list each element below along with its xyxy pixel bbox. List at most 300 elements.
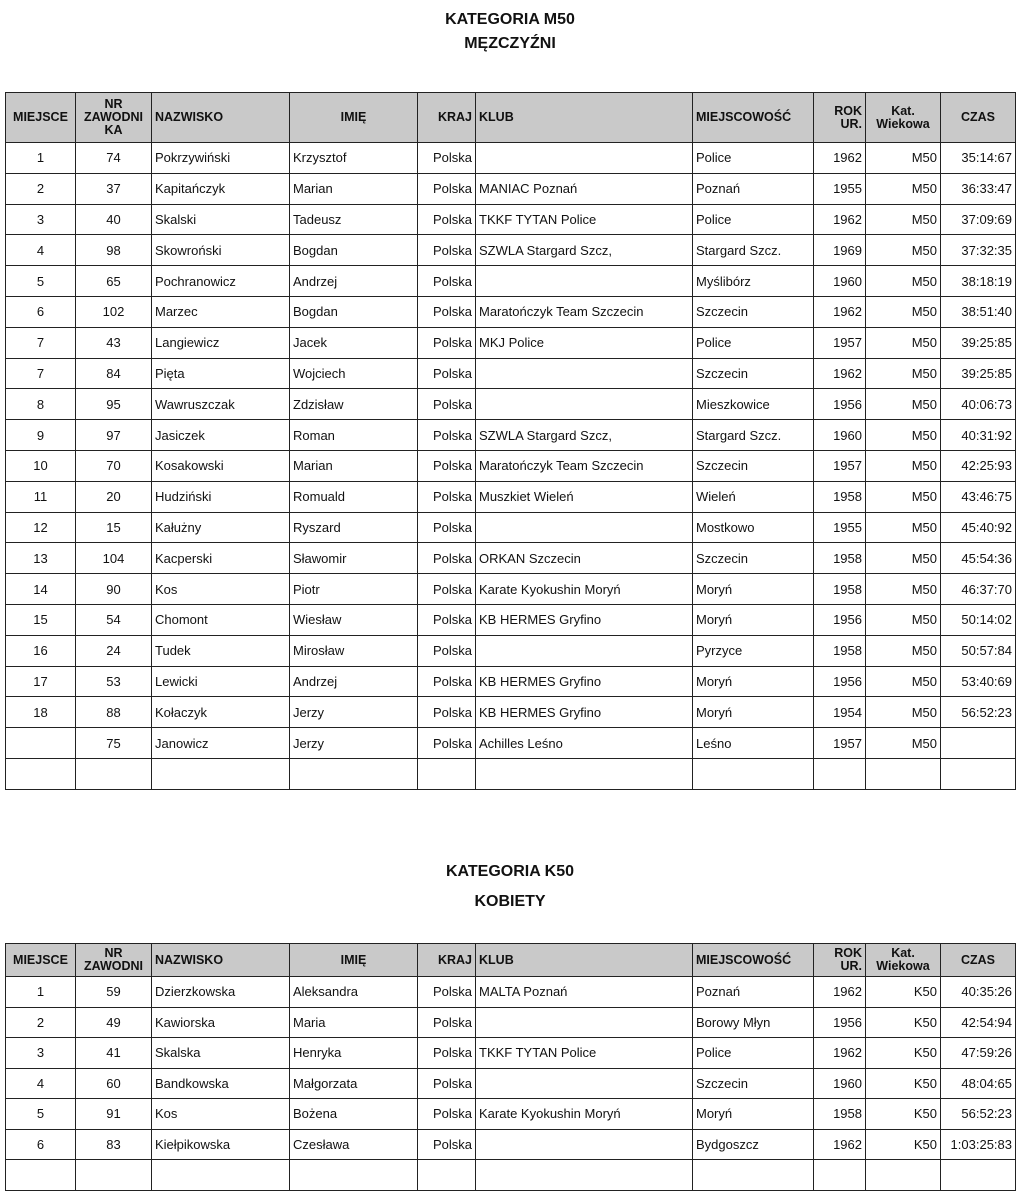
cell-town: Police xyxy=(693,143,814,174)
cell-birth-year: 1962 xyxy=(814,358,866,389)
cell-first-name xyxy=(290,758,418,789)
table-row xyxy=(6,1068,1016,1099)
cell-place: 6 xyxy=(6,296,76,327)
table-row xyxy=(6,574,1016,605)
cell-country xyxy=(418,758,476,789)
cell-surname: Kołaczyk xyxy=(152,697,290,728)
cell-place: 9 xyxy=(6,420,76,451)
table-row xyxy=(6,450,1016,481)
cell-surname: Langiewicz xyxy=(152,327,290,358)
cell-place: 10 xyxy=(6,450,76,481)
table-row xyxy=(6,235,1016,266)
cell-place: 7 xyxy=(6,327,76,358)
cell-age-category: M50 xyxy=(866,481,941,512)
cell-club: Maratończyk Team Szczecin xyxy=(476,296,693,327)
cell-place: 13 xyxy=(6,543,76,574)
cell-country: Polska xyxy=(418,1099,476,1130)
cell-surname: Kacperski xyxy=(152,543,290,574)
cell-surname: Kawiorska xyxy=(152,1007,290,1038)
cell-club: MANIAC Poznań xyxy=(476,173,693,204)
header-row xyxy=(6,944,1016,977)
header-age-category: Kat. Wiekowa xyxy=(866,944,941,977)
cell-club: TKKF TYTAN Police xyxy=(476,1038,693,1069)
cell-place: 11 xyxy=(6,481,76,512)
cell-town: Moryń xyxy=(693,697,814,728)
cell-surname: Skowroński xyxy=(152,235,290,266)
men-category-subtitle: MĘZCZYŹNI xyxy=(464,35,556,52)
cell-place: 7 xyxy=(6,358,76,389)
cell-time: 42:54:94 xyxy=(941,1007,1016,1038)
cell-place: 5 xyxy=(6,1099,76,1130)
cell-age-category: M50 xyxy=(866,358,941,389)
cell-birth-year: 1962 xyxy=(814,1038,866,1069)
header-country: KRAJ xyxy=(418,944,476,977)
cell-country xyxy=(418,1160,476,1191)
cell-bib-number: 40 xyxy=(76,204,152,235)
cell-time: 46:37:70 xyxy=(941,574,1016,605)
cell-time: 56:52:23 xyxy=(941,1099,1016,1130)
cell-club xyxy=(476,358,693,389)
cell-age-category: K50 xyxy=(866,1068,941,1099)
cell-bib-number: 84 xyxy=(76,358,152,389)
cell-birth-year: 1960 xyxy=(814,1068,866,1099)
cell-club: Maratończyk Team Szczecin xyxy=(476,450,693,481)
cell-country: Polska xyxy=(418,450,476,481)
cell-age-category: M50 xyxy=(866,728,941,759)
cell-surname: Lewicki xyxy=(152,666,290,697)
cell-first-name: Wojciech xyxy=(290,358,418,389)
cell-age-category: M50 xyxy=(866,635,941,666)
cell-time: 40:35:26 xyxy=(941,977,1016,1008)
cell-bib-number: 70 xyxy=(76,450,152,481)
cell-birth-year xyxy=(814,758,866,789)
cell-birth-year: 1956 xyxy=(814,666,866,697)
cell-club xyxy=(476,635,693,666)
cell-club xyxy=(476,266,693,297)
header-town: MIEJSCOWOŚĆ xyxy=(693,93,814,143)
cell-club: TKKF TYTAN Police xyxy=(476,204,693,235)
cell-time xyxy=(941,728,1016,759)
cell-surname: Tudek xyxy=(152,635,290,666)
header-club: KLUB xyxy=(476,944,693,977)
women-category-title: KATEGORIA K50 xyxy=(445,863,574,880)
cell-place: 4 xyxy=(6,1068,76,1099)
header-row xyxy=(6,93,1016,143)
cell-age-category: M50 xyxy=(866,697,941,728)
cell-bib-number: 97 xyxy=(76,420,152,451)
table-row xyxy=(6,512,1016,543)
cell-town: Myślibórz xyxy=(693,266,814,297)
cell-bib-number: 15 xyxy=(76,512,152,543)
cell-birth-year: 1962 xyxy=(814,977,866,1008)
cell-surname: Pochranowicz xyxy=(152,266,290,297)
cell-surname: Bandkowska xyxy=(152,1068,290,1099)
cell-birth-year: 1962 xyxy=(814,1129,866,1160)
cell-surname: Kos xyxy=(152,1099,290,1130)
cell-surname: Pokrzywiński xyxy=(152,143,290,174)
cell-time xyxy=(941,1160,1016,1191)
cell-first-name: Mirosław xyxy=(290,635,418,666)
cell-town: Police xyxy=(693,327,814,358)
cell-country: Polska xyxy=(418,327,476,358)
table-row xyxy=(6,728,1016,759)
header-bib-number: NR ZAWODNI KA xyxy=(76,93,152,143)
cell-bib-number: 91 xyxy=(76,1099,152,1130)
cell-age-category: M50 xyxy=(866,666,941,697)
header-birth-year: ROK UR. xyxy=(814,944,866,977)
cell-surname: Kos xyxy=(152,574,290,605)
header-time: CZAS xyxy=(941,93,1016,143)
cell-birth-year: 1956 xyxy=(814,389,866,420)
cell-place xyxy=(6,758,76,789)
cell-time: 47:59:26 xyxy=(941,1038,1016,1069)
cell-time xyxy=(941,758,1016,789)
cell-surname xyxy=(152,758,290,789)
cell-surname: Skalska xyxy=(152,1038,290,1069)
cell-country: Polska xyxy=(418,635,476,666)
cell-town: Police xyxy=(693,204,814,235)
cell-time: 37:09:69 xyxy=(941,204,1016,235)
cell-town: Police xyxy=(693,1038,814,1069)
table-row xyxy=(6,604,1016,635)
cell-time: 45:54:36 xyxy=(941,543,1016,574)
cell-age-category: K50 xyxy=(866,1038,941,1069)
cell-birth-year: 1958 xyxy=(814,1099,866,1130)
cell-surname: Skalski xyxy=(152,204,290,235)
cell-surname: Hudziński xyxy=(152,481,290,512)
cell-town: Szczecin xyxy=(693,358,814,389)
cell-time: 43:46:75 xyxy=(941,481,1016,512)
cell-age-category: K50 xyxy=(866,1099,941,1130)
cell-club xyxy=(476,1160,693,1191)
cell-first-name: Sławomir xyxy=(290,543,418,574)
cell-time: 39:25:85 xyxy=(941,327,1016,358)
cell-town: Pyrzyce xyxy=(693,635,814,666)
table-row xyxy=(6,358,1016,389)
cell-first-name: Roman xyxy=(290,420,418,451)
cell-club: SZWLA Stargard Szcz, xyxy=(476,235,693,266)
cell-club: Achilles Leśno xyxy=(476,728,693,759)
cell-first-name: Krzysztof xyxy=(290,143,418,174)
cell-town: Stargard Szcz. xyxy=(693,235,814,266)
cell-first-name: Zdzisław xyxy=(290,389,418,420)
cell-bib-number: 43 xyxy=(76,327,152,358)
cell-country: Polska xyxy=(418,204,476,235)
cell-town: Moryń xyxy=(693,666,814,697)
cell-bib-number: 41 xyxy=(76,1038,152,1069)
cell-bib-number: 59 xyxy=(76,977,152,1008)
cell-birth-year: 1957 xyxy=(814,327,866,358)
cell-first-name: Andrzej xyxy=(290,266,418,297)
cell-birth-year: 1960 xyxy=(814,266,866,297)
cell-first-name: Andrzej xyxy=(290,666,418,697)
cell-time: 45:40:92 xyxy=(941,512,1016,543)
women-results-table xyxy=(5,943,1016,1191)
cell-age-category: M50 xyxy=(866,512,941,543)
cell-first-name: Piotr xyxy=(290,574,418,605)
cell-birth-year: 1962 xyxy=(814,143,866,174)
cell-town: Borowy Młyn xyxy=(693,1007,814,1038)
cell-town: Szczecin xyxy=(693,543,814,574)
cell-birth-year: 1954 xyxy=(814,697,866,728)
cell-town: Moryń xyxy=(693,574,814,605)
cell-surname: Jasiczek xyxy=(152,420,290,451)
cell-town: Leśno xyxy=(693,728,814,759)
men-category-title: KATEGORIA M50 xyxy=(445,11,575,28)
cell-surname: Kosakowski xyxy=(152,450,290,481)
header-place: MIEJSCE xyxy=(6,944,76,977)
cell-first-name: Czesława xyxy=(290,1129,418,1160)
cell-town: Szczecin xyxy=(693,296,814,327)
cell-age-category: M50 xyxy=(866,604,941,635)
cell-country: Polska xyxy=(418,1068,476,1099)
cell-surname: Dzierzkowska xyxy=(152,977,290,1008)
cell-place: 5 xyxy=(6,266,76,297)
cell-bib-number: 24 xyxy=(76,635,152,666)
cell-club: Karate Kyokushin Moryń xyxy=(476,574,693,605)
cell-country: Polska xyxy=(418,173,476,204)
cell-age-category: K50 xyxy=(866,1007,941,1038)
cell-age-category: M50 xyxy=(866,574,941,605)
cell-age-category: M50 xyxy=(866,173,941,204)
cell-bib-number: 65 xyxy=(76,266,152,297)
cell-first-name xyxy=(290,1160,418,1191)
cell-surname: Kiełpikowska xyxy=(152,1129,290,1160)
header-time: CZAS xyxy=(941,944,1016,977)
cell-country: Polska xyxy=(418,1038,476,1069)
table-row xyxy=(6,173,1016,204)
cell-time: 1:03:25:83 xyxy=(941,1129,1016,1160)
header-surname: NAZWISKO xyxy=(152,93,290,143)
cell-age-category xyxy=(866,1160,941,1191)
cell-time: 36:33:47 xyxy=(941,173,1016,204)
men-results-table xyxy=(5,92,1016,790)
cell-club xyxy=(476,1007,693,1038)
cell-town: Poznań xyxy=(693,173,814,204)
table-row xyxy=(6,143,1016,174)
cell-age-category: M50 xyxy=(866,543,941,574)
cell-bib-number: 83 xyxy=(76,1129,152,1160)
header-bib-number: NR ZAWODNI xyxy=(76,944,152,977)
table-row xyxy=(6,266,1016,297)
cell-time: 56:52:23 xyxy=(941,697,1016,728)
cell-place: 18 xyxy=(6,697,76,728)
cell-place: 8 xyxy=(6,389,76,420)
cell-birth-year: 1969 xyxy=(814,235,866,266)
cell-club: SZWLA Stargard Szcz, xyxy=(476,420,693,451)
table-row xyxy=(6,1160,1016,1191)
cell-club xyxy=(476,758,693,789)
cell-country: Polska xyxy=(418,1007,476,1038)
cell-birth-year: 1956 xyxy=(814,604,866,635)
cell-place: 1 xyxy=(6,143,76,174)
cell-club: Karate Kyokushin Moryń xyxy=(476,1099,693,1130)
table-row xyxy=(6,1038,1016,1069)
cell-town: Moryń xyxy=(693,604,814,635)
cell-country: Polska xyxy=(418,143,476,174)
cell-town: Szczecin xyxy=(693,450,814,481)
cell-country: Polska xyxy=(418,574,476,605)
cell-place: 17 xyxy=(6,666,76,697)
cell-place: 6 xyxy=(6,1129,76,1160)
cell-first-name: Małgorzata xyxy=(290,1068,418,1099)
cell-bib-number: 60 xyxy=(76,1068,152,1099)
table-row xyxy=(6,204,1016,235)
cell-place: 2 xyxy=(6,173,76,204)
cell-age-category: M50 xyxy=(866,143,941,174)
cell-age-category: M50 xyxy=(866,389,941,420)
cell-time: 50:14:02 xyxy=(941,604,1016,635)
cell-club: ORKAN Szczecin xyxy=(476,543,693,574)
cell-country: Polska xyxy=(418,296,476,327)
cell-country: Polska xyxy=(418,358,476,389)
table-row xyxy=(6,758,1016,789)
cell-age-category: M50 xyxy=(866,450,941,481)
cell-first-name: Marian xyxy=(290,450,418,481)
cell-club: KB HERMES Gryfino xyxy=(476,697,693,728)
cell-bib-number: 54 xyxy=(76,604,152,635)
cell-bib-number: 20 xyxy=(76,481,152,512)
cell-time: 50:57:84 xyxy=(941,635,1016,666)
cell-time: 53:40:69 xyxy=(941,666,1016,697)
cell-birth-year: 1958 xyxy=(814,543,866,574)
cell-birth-year: 1962 xyxy=(814,296,866,327)
cell-first-name: Wiesław xyxy=(290,604,418,635)
cell-age-category: K50 xyxy=(866,1129,941,1160)
cell-bib-number xyxy=(76,1160,152,1191)
header-first-name: IMIĘ xyxy=(290,944,418,977)
cell-bib-number: 74 xyxy=(76,143,152,174)
cell-birth-year: 1955 xyxy=(814,512,866,543)
cell-first-name: Jerzy xyxy=(290,697,418,728)
cell-country: Polska xyxy=(418,728,476,759)
cell-bib-number: 104 xyxy=(76,543,152,574)
cell-first-name: Marian xyxy=(290,173,418,204)
cell-bib-number xyxy=(76,758,152,789)
cell-time: 35:14:67 xyxy=(941,143,1016,174)
cell-town: Szczecin xyxy=(693,1068,814,1099)
table-row xyxy=(6,296,1016,327)
cell-age-category: M50 xyxy=(866,420,941,451)
cell-club: KB HERMES Gryfino xyxy=(476,666,693,697)
cell-town: Mostkowo xyxy=(693,512,814,543)
cell-birth-year: 1956 xyxy=(814,1007,866,1038)
cell-country: Polska xyxy=(418,389,476,420)
cell-first-name: Bogdan xyxy=(290,235,418,266)
cell-country: Polska xyxy=(418,1129,476,1160)
cell-time: 40:31:92 xyxy=(941,420,1016,451)
cell-time: 48:04:65 xyxy=(941,1068,1016,1099)
cell-birth-year: 1955 xyxy=(814,173,866,204)
header-club: KLUB xyxy=(476,93,693,143)
cell-bib-number: 53 xyxy=(76,666,152,697)
cell-town: Mieszkowice xyxy=(693,389,814,420)
cell-first-name: Maria xyxy=(290,1007,418,1038)
cell-place: 2 xyxy=(6,1007,76,1038)
table-row xyxy=(6,697,1016,728)
table-row xyxy=(6,1099,1016,1130)
cell-surname: Kałużny xyxy=(152,512,290,543)
cell-time: 38:51:40 xyxy=(941,296,1016,327)
cell-surname: Chomont xyxy=(152,604,290,635)
cell-birth-year: 1958 xyxy=(814,481,866,512)
cell-town: Poznań xyxy=(693,977,814,1008)
cell-time: 40:06:73 xyxy=(941,389,1016,420)
table-row xyxy=(6,389,1016,420)
cell-town xyxy=(693,1160,814,1191)
cell-first-name: Bogdan xyxy=(290,296,418,327)
cell-club: MALTA Poznań xyxy=(476,977,693,1008)
cell-bib-number: 49 xyxy=(76,1007,152,1038)
header-country: KRAJ xyxy=(418,93,476,143)
cell-country: Polska xyxy=(418,543,476,574)
cell-club xyxy=(476,1068,693,1099)
cell-country: Polska xyxy=(418,266,476,297)
cell-first-name: Ryszard xyxy=(290,512,418,543)
cell-first-name: Bożena xyxy=(290,1099,418,1130)
cell-time: 42:25:93 xyxy=(941,450,1016,481)
cell-bib-number: 90 xyxy=(76,574,152,605)
cell-age-category: M50 xyxy=(866,327,941,358)
cell-birth-year: 1960 xyxy=(814,420,866,451)
cell-place: 3 xyxy=(6,1038,76,1069)
header-place: MIEJSCE xyxy=(6,93,76,143)
cell-birth-year xyxy=(814,1160,866,1191)
table-row xyxy=(6,543,1016,574)
table-row xyxy=(6,1007,1016,1038)
header-surname: NAZWISKO xyxy=(152,944,290,977)
header-town: MIEJSCOWOŚĆ xyxy=(693,944,814,977)
cell-place: 12 xyxy=(6,512,76,543)
cell-first-name: Henryka xyxy=(290,1038,418,1069)
cell-country: Polska xyxy=(418,420,476,451)
cell-town: Stargard Szcz. xyxy=(693,420,814,451)
cell-club xyxy=(476,389,693,420)
cell-time: 38:18:19 xyxy=(941,266,1016,297)
table-row xyxy=(6,481,1016,512)
cell-place xyxy=(6,728,76,759)
cell-time: 37:32:35 xyxy=(941,235,1016,266)
cell-town: Wieleń xyxy=(693,481,814,512)
cell-bib-number: 102 xyxy=(76,296,152,327)
cell-surname: Janowicz xyxy=(152,728,290,759)
cell-place: 3 xyxy=(6,204,76,235)
cell-club xyxy=(476,143,693,174)
table-row xyxy=(6,666,1016,697)
cell-place: 1 xyxy=(6,977,76,1008)
cell-first-name: Jerzy xyxy=(290,728,418,759)
cell-place: 4 xyxy=(6,235,76,266)
cell-first-name: Tadeusz xyxy=(290,204,418,235)
cell-birth-year: 1958 xyxy=(814,635,866,666)
cell-surname: Pięta xyxy=(152,358,290,389)
cell-club: Muszkiet Wieleń xyxy=(476,481,693,512)
cell-surname: Marzec xyxy=(152,296,290,327)
cell-country: Polska xyxy=(418,697,476,728)
cell-town: Moryń xyxy=(693,1099,814,1130)
cell-birth-year: 1957 xyxy=(814,450,866,481)
cell-birth-year: 1962 xyxy=(814,204,866,235)
cell-age-category xyxy=(866,758,941,789)
table-row xyxy=(6,420,1016,451)
women-category-subtitle: KOBIETY xyxy=(474,893,546,910)
cell-bib-number: 75 xyxy=(76,728,152,759)
cell-country: Polska xyxy=(418,512,476,543)
cell-country: Polska xyxy=(418,481,476,512)
cell-birth-year: 1958 xyxy=(814,574,866,605)
cell-country: Polska xyxy=(418,235,476,266)
cell-age-category: M50 xyxy=(866,296,941,327)
